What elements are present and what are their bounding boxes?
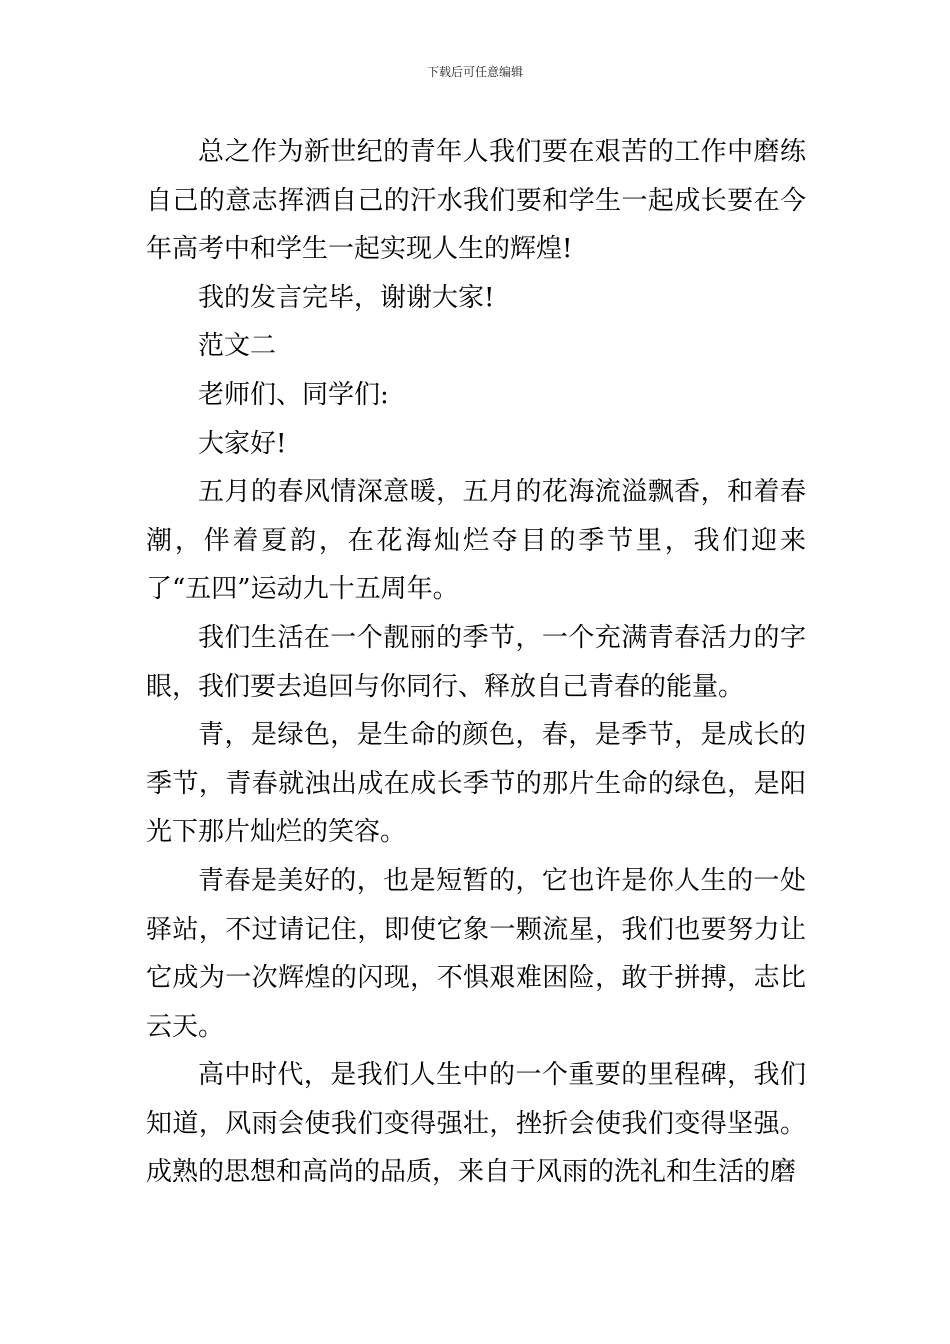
paragraph-closing: 我的发言完毕，谢谢大家!	[198, 282, 495, 313]
section-title: 范文二	[198, 331, 277, 362]
paragraph-high-school: 高中时代，是我们人生中的一个重要的里程碑，我们知道，风雨会使我们变得强壮，挫折会使我们变得坚强。成熟的思想和高尚的品质，来自于风雨的洗礼和生活的磨	[146, 1060, 806, 1188]
paragraph-youth: 青春是美好的，也是短暂的，它也许是你人生的一处驿站，不过请记住，即使它象一颗流星，我们也要努力让它成为一次辉煌的闪现，不惧艰难困险，敢于拼搏，志比云天。	[146, 865, 806, 1042]
page-header: 下载后可任意编辑	[426, 65, 523, 79]
salutation: 老师们、同学们:	[198, 379, 389, 410]
greeting: 大家好!	[198, 428, 287, 459]
paragraph-conclusion: 总之作为新世纪的青年人我们要在艰苦的工作中磨练自己的意志挥洒自己的汗水我们要和学生一起成长要在今年高考中和学生一起实现人生的辉煌!	[146, 137, 806, 265]
document-body	[146, 128, 806, 1197]
paragraph-may: 五月的春风情深意暖，五月的花海流溢飘香，和着春潮，伴着夏韵，在花海灿烂夺目的季节里，我们迎来了“五四”运动九十五周年。	[146, 477, 806, 605]
paragraph-green: 青，是绿色，是生命的颜色，春，是季节，是成长的季节，青春就浊出成在成长季节的那片生命的绿色，是阳光下那片灿烂的笑容。	[146, 720, 806, 848]
paragraph-season: 我们生活在一个靓丽的季节，一个充满青春活力的字眼，我们要去追回与你同行、释放自己青春的能量。	[146, 622, 806, 702]
